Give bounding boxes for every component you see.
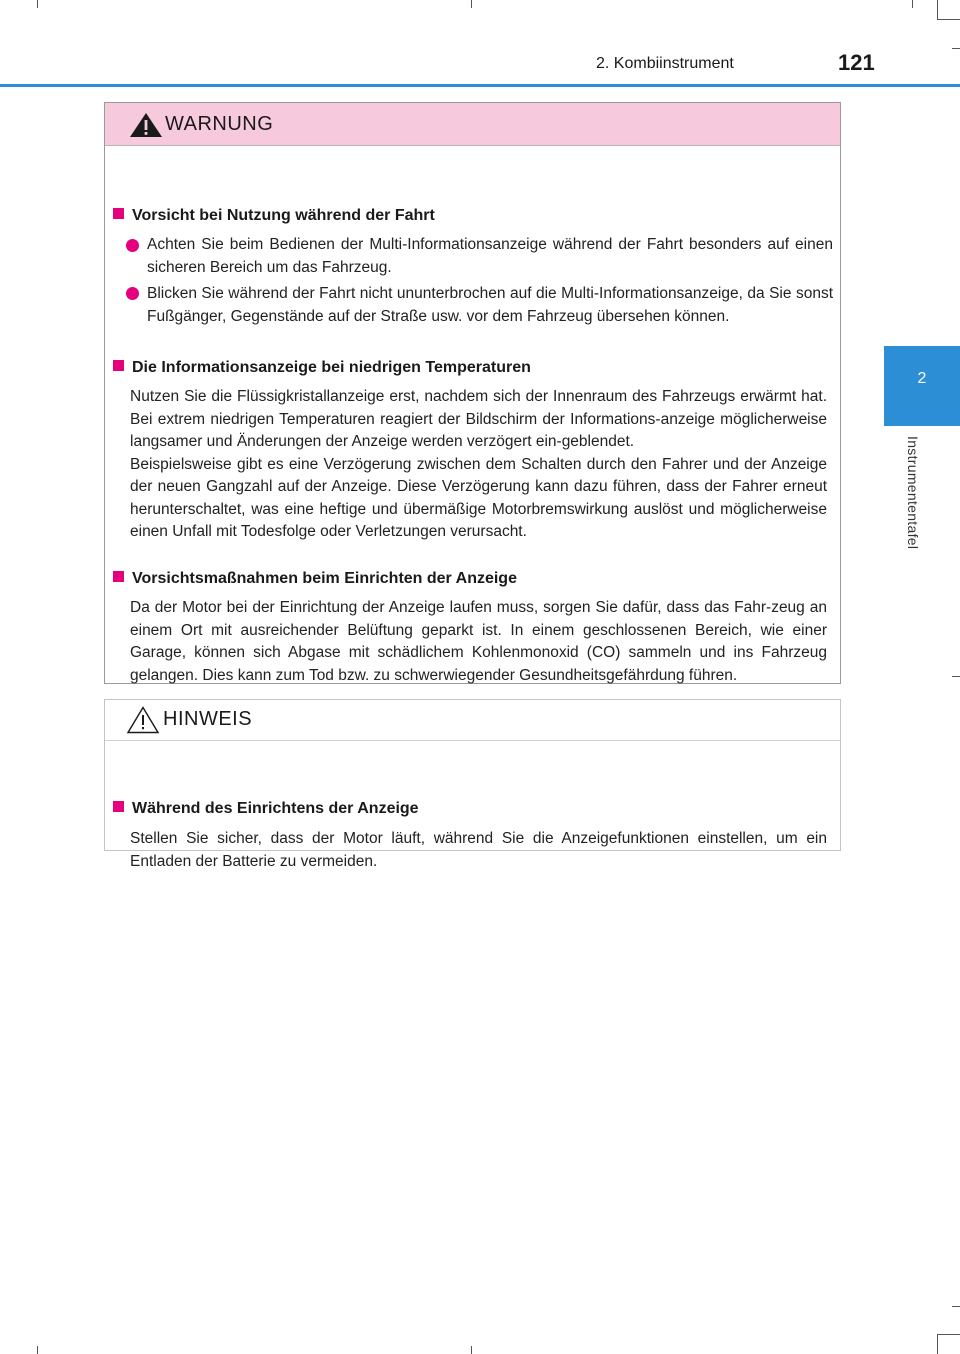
section-body [130, 597, 827, 687]
crop-mark [952, 48, 960, 49]
crop-mark [471, 1346, 472, 1354]
paragraph: Beispielsweise gibt es eine Verzögerung zwischen dem Schalten durch den Fahrer und der Anzeige der neuen Gangzahl auf der Anzeige. Diese Verzögerung kann dazu führen, dass der Fahrer erneut herunterschaltet, was eine heftige und übermäßige Motorbremswirkung auslöst und möglicherweise einen Unfall mit Todesfolge oder Verletzungen verursacht. [130, 455, 827, 540]
section-heading: 2. Kombiinstrument [596, 55, 734, 72]
bullet-text: Achten Sie beim Bedienen der Multi-Informationsanzeige während der Fahrt besonders auf einen sicheren Bereich um das Fahrzeug. [147, 236, 833, 276]
notice-box [104, 699, 841, 870]
section-title: Vorsichtsmaßnahmen beim Einrichten der Anzeige [113, 570, 517, 588]
warning-header [105, 103, 840, 146]
round-bullet-icon [126, 287, 139, 300]
crop-mark [937, 19, 960, 20]
section-title: Vorsicht bei Nutzung während der Fahrt [113, 207, 435, 225]
notice-header [105, 700, 840, 741]
square-bullet-icon [113, 360, 124, 371]
paragraph: Stellen Sie sicher, dass der Motor läuft, während Sie die Anzeigefunktionen einstellen, um ein Entladen der Batterie zu vermeiden. [130, 830, 827, 870]
paragraph: Nutzen Sie die Flüssigkristallanzeige erst, nachdem sich der Innenraum des Fahrzeugs erwärmt hat. Bei extrem niedrigen Temperaturen reagiert der Bildschirm der Informations-anzeige möglicherweise langsamer und Änderungen der Anzeige werden verzögert ein-geblendet. [130, 388, 827, 450]
header-rule [0, 84, 960, 87]
crop-mark [937, 1334, 938, 1354]
warning-title: WARNUNG [165, 113, 274, 135]
warning-box [104, 102, 841, 684]
section-title: Während des Einrichtens der Anzeige [113, 800, 419, 818]
crop-mark [37, 0, 38, 8]
page-number: 121 [838, 50, 875, 75]
chapter-tab [884, 346, 960, 426]
crop-mark [952, 1306, 960, 1307]
crop-mark [952, 676, 960, 677]
paragraph: Da der Motor bei der Einrichtung der Anzeige laufen muss, sorgen Sie dafür, dass das Fahr-zeug an einem Ort mit ausreichender Belüftung geparkt ist. In einem geschlossenen Bereich, wie einer Garage, können sich Abgase mit schädlichem Kohlenmonoxid (CO) sammeln und ins Fahrzeug gelangen. Dies kann zum Tod bzw. zu schwerwiegender Gesundheitsgefährdung führen. [130, 599, 827, 684]
notice-title: HINWEIS [163, 708, 253, 730]
section-title: Die Informationsanzeige bei niedrigen Temperaturen [113, 359, 531, 377]
chapter-number: 2 [917, 370, 927, 387]
warning-triangle-icon [129, 112, 163, 138]
bullet-text: Blicken Sie während der Fahrt nicht ununterbrochen auf die Multi-Informationsanzeige, da Sie sonst Fußgänger, Gegenstände auf der Straße usw. vor dem Fahrzeug übersehen können. [147, 285, 833, 325]
section-body [130, 828, 827, 873]
caution-triangle-icon [127, 706, 159, 734]
crop-mark [937, 1334, 960, 1335]
chapter-label: Instrumententafel [905, 436, 921, 550]
section-body [130, 386, 827, 544]
square-bullet-icon [113, 208, 124, 219]
square-bullet-icon [113, 571, 124, 582]
crop-mark [471, 0, 472, 8]
round-bullet-icon [126, 239, 139, 252]
crop-mark [937, 0, 938, 20]
crop-mark [912, 0, 913, 8]
square-bullet-icon [113, 801, 124, 812]
crop-mark [37, 1346, 38, 1354]
